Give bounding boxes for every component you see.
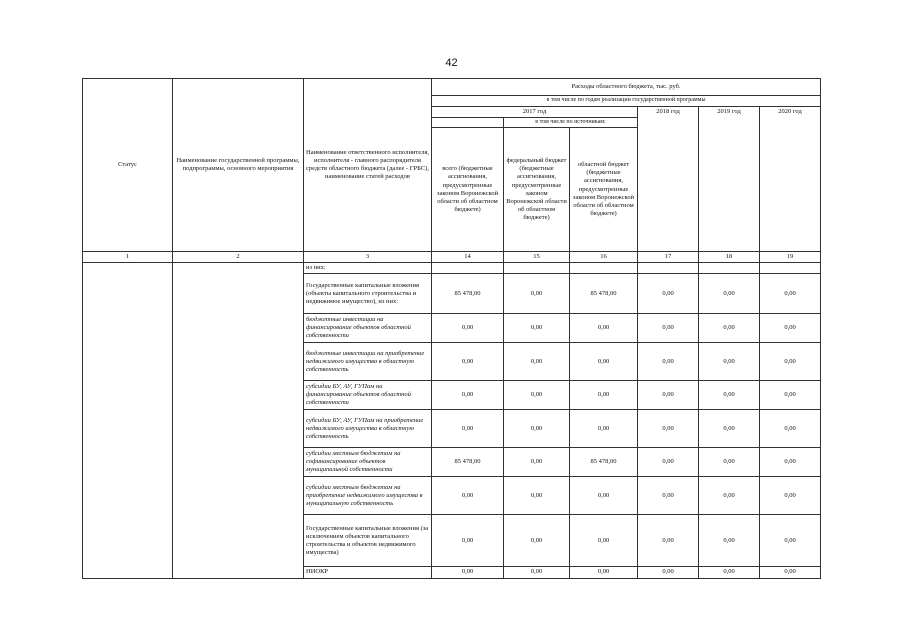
- header-status: Статус: [83, 79, 173, 252]
- value-cell: 0,00: [432, 314, 504, 343]
- value-cell: 0,00: [638, 410, 699, 448]
- value-cell: [638, 263, 699, 274]
- header-year-2018: 2018 год: [638, 106, 699, 252]
- value-cell: 0,00: [699, 515, 760, 567]
- value-cell: 0,00: [699, 410, 760, 448]
- value-cell: 0,00: [699, 381, 760, 410]
- value-cell: 0,00: [570, 343, 638, 381]
- program-cell: [173, 263, 304, 578]
- value-cell: 85 478,00: [570, 448, 638, 477]
- expense-item-name: бюджетные инвестиции на финансирование объектов областной собственности: [304, 314, 432, 343]
- value-cell: 0,00: [638, 274, 699, 314]
- value-cell: 0,00: [699, 343, 760, 381]
- header-federal: федеральный бюджет (бюджетные ассигнования, предусмотренные законом Воронежской области об областном бюджете): [504, 128, 570, 252]
- expense-item-name: субсидии местным бюджетам на приобретение недвижимого имущества в муниципальную собственность: [304, 477, 432, 515]
- expense-item-name: из них:: [304, 263, 432, 274]
- expense-item-name: Государственные капитальные вложения (за исключением объектов капитального строительства и объектов недвижимого имущества): [304, 515, 432, 567]
- value-cell: 0,00: [570, 477, 638, 515]
- value-cell: 0,00: [504, 410, 570, 448]
- value-cell: 0,00: [432, 381, 504, 410]
- value-cell: 0,00: [760, 343, 821, 381]
- expense-item-name: Государственные капитальные вложения (объекты капитального строительства и недвижимое имущество), из них:: [304, 274, 432, 314]
- value-cell: [570, 263, 638, 274]
- value-cell: 0,00: [638, 567, 699, 578]
- value-cell: 0,00: [638, 381, 699, 410]
- col-number: 15: [504, 252, 570, 263]
- value-cell: 0,00: [504, 381, 570, 410]
- value-cell: 0,00: [504, 314, 570, 343]
- value-cell: [699, 263, 760, 274]
- header-year-2020: 2020 год: [760, 106, 821, 252]
- value-cell: 0,00: [432, 515, 504, 567]
- header-regional: областной бюджет (бюджетные ассигнования, предусмотренные законом Воронежской области об областном бюджете): [570, 128, 638, 252]
- header-executor: Наименование ответственного исполнителя, исполнителя - главного распорядителя средств областного бюджета (далее - ГРБС), наименование статей расходов: [304, 79, 432, 252]
- value-cell: 0,00: [432, 410, 504, 448]
- value-cell: 0,00: [760, 567, 821, 578]
- value-cell: 0,00: [570, 567, 638, 578]
- value-cell: 0,00: [504, 515, 570, 567]
- status-cell: [83, 263, 173, 578]
- expense-item-name: бюджетные инвестиции на приобретение недвижимого имущества в областную собственность: [304, 343, 432, 381]
- value-cell: 0,00: [570, 515, 638, 567]
- expense-item-name: субсидии БУ, АУ, ГУПам на финансирование объектов областной собственности: [304, 381, 432, 410]
- header-total: всего (бюджетные ассигнования, предусмотренные законом Воронежской области об областном бюджете): [432, 128, 504, 252]
- value-cell: 0,00: [432, 343, 504, 381]
- budget-table: [82, 78, 821, 579]
- col-number: 18: [699, 252, 760, 263]
- value-cell: 0,00: [699, 567, 760, 578]
- header-program: Наименование государственной программы, подпрограммы, основного мероприятия: [173, 79, 304, 252]
- value-cell: 0,00: [504, 448, 570, 477]
- value-cell: 0,00: [504, 343, 570, 381]
- expense-item-name: НИОКР: [304, 567, 432, 578]
- expense-item-name: субсидии БУ, АУ, ГУПам на приобретение недвижимого имущества в областную собственность: [304, 410, 432, 448]
- value-cell: 85 478,00: [570, 274, 638, 314]
- page-number: 42: [445, 57, 458, 69]
- col-number: 17: [638, 252, 699, 263]
- col-number: 2: [173, 252, 304, 263]
- value-cell: 0,00: [638, 314, 699, 343]
- value-cell: 0,00: [760, 477, 821, 515]
- value-cell: 0,00: [638, 448, 699, 477]
- value-cell: 0,00: [699, 314, 760, 343]
- expense-item-name: субсидии местным бюджетам на софинансирование объектов муниципальной собственности: [304, 448, 432, 477]
- col-number: 16: [570, 252, 638, 263]
- value-cell: 0,00: [504, 274, 570, 314]
- value-cell: 0,00: [570, 410, 638, 448]
- value-cell: [760, 263, 821, 274]
- value-cell: 0,00: [760, 410, 821, 448]
- header-year-2017: 2017 год: [432, 106, 638, 117]
- value-cell: 0,00: [638, 477, 699, 515]
- value-cell: 0,00: [699, 477, 760, 515]
- header-by-sources: в том числе по источникам:: [504, 117, 638, 128]
- col-number: 1: [83, 252, 173, 263]
- value-cell: 0,00: [638, 343, 699, 381]
- header-by-years: в том числе по годам реализации государственной программы: [432, 96, 821, 107]
- value-cell: 0,00: [760, 314, 821, 343]
- col-number: 19: [760, 252, 821, 263]
- value-cell: 0,00: [432, 477, 504, 515]
- value-cell: 0,00: [432, 567, 504, 578]
- value-cell: 0,00: [570, 314, 638, 343]
- value-cell: 0,00: [760, 448, 821, 477]
- value-cell: 0,00: [504, 477, 570, 515]
- value-cell: 85 478,00: [432, 448, 504, 477]
- header-year-2019: 2019 год: [699, 106, 760, 252]
- col-number: 14: [432, 252, 504, 263]
- value-cell: 85 478,00: [432, 274, 504, 314]
- value-cell: 0,00: [570, 381, 638, 410]
- value-cell: 0,00: [504, 567, 570, 578]
- value-cell: [432, 263, 504, 274]
- value-cell: 0,00: [760, 515, 821, 567]
- col-number: 3: [304, 252, 432, 263]
- value-cell: 0,00: [699, 274, 760, 314]
- value-cell: 0,00: [760, 274, 821, 314]
- header-expenses-title: Расходы областного бюджета, тыс. руб.: [432, 79, 821, 96]
- value-cell: 0,00: [760, 381, 821, 410]
- value-cell: 0,00: [638, 515, 699, 567]
- value-cell: 0,00: [699, 448, 760, 477]
- table-row: [83, 263, 821, 274]
- value-cell: [504, 263, 570, 274]
